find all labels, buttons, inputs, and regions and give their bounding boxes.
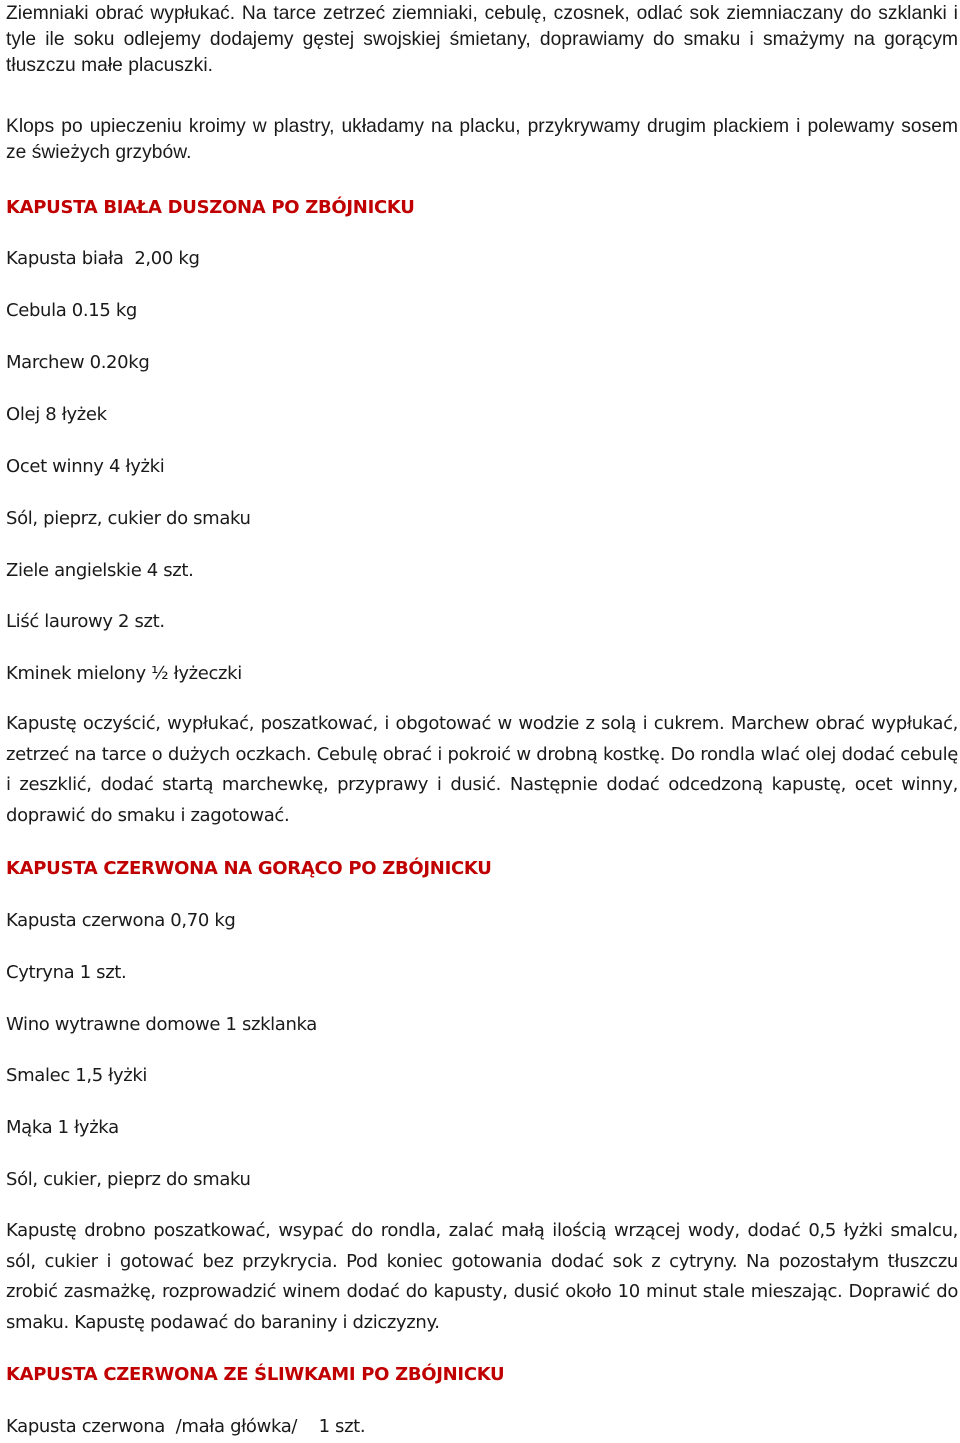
intro-paragraph: Ziemniaki obrać wypłukać. Na tarce zetrzeć ziemniaki, cebulę, czosnek, odlać sok ziemniaczany do szklanki i tyle ile soku odlejemy dodajemy gęstej swojskiej śmietany, doprawiamy do smaku i smażymy na gorącym tłuszczu małe placuszki.	[6, 3, 958, 76]
recipe-instructions-kapusta-biala: Kapustę oczyścić, wypłukać, poszatkować, i obgotować w wodzie z solą i cukrem. Marchew obrać wypłukać, zetrzeć na tarce o dużych oczkach. Cebulę obrać i pokroić w drobną kostkę. Do rondla wlać olej dodać cebulę i zeszklić, dodać startą marchewkę, przyprawy i dusić. Następnie dodać odcedzoną kapustę, ocet winny, doprawić do smaku i zagotować.	[6, 713, 958, 826]
recipe-title-kapusta-czerwona-sliwki: KAPUSTA CZERWONA ZE ŚLIWKAMI PO ZBÓJNICKU	[6, 1364, 505, 1385]
ingredient-item: Mąka 1 łyżka	[6, 1117, 119, 1138]
recipe-instructions-kapusta-czerwona-goraco: Kapustę drobno poszatkować, wsypać do rondla, zalać małą ilością wrzącej wody, dodać 0,5 łyżki smalcu, sól, cukier i gotować bez przykrycia. Pod koniec gotowania dodać sok z cytryny. Na pozostałym tłuszczu zrobić zasmażkę, rozprowadzić winem dodać do kapusty, dusić około 10 minut stale mieszając. Doprawić do smaku. Kapustę podawać do baraniny i dziczyzny.	[6, 1220, 958, 1333]
ingredient-item: Wino wytrawne domowe 1 szklanka	[6, 1014, 317, 1035]
ingredient-item: Marchew 0.20kg	[6, 352, 150, 373]
ingredient-item: Kapusta biała 2,00 kg	[6, 248, 200, 269]
ingredient-item: Sól, pieprz, cukier do smaku	[6, 508, 251, 529]
ingredient-item: Cebula 0.15 kg	[6, 300, 137, 321]
ingredient-item: Kminek mielony ½ łyżeczki	[6, 663, 242, 684]
ingredient-item: Olej 8 łyżek	[6, 404, 107, 425]
ingredient-item: Sól, cukier, pieprz do smaku	[6, 1169, 251, 1190]
ingredient-item: Smalec 1,5 łyżki	[6, 1065, 148, 1086]
ingredient-item: Ocet winny 4 łyżki	[6, 456, 165, 477]
ingredient-item: Kapusta czerwona /mała główka/ 1 szt.	[6, 1416, 366, 1437]
recipe-title-kapusta-biala: KAPUSTA BIAŁA DUSZONA PO ZBÓJNICKU	[6, 197, 415, 218]
ingredient-item: Liść laurowy 2 szt.	[6, 611, 165, 632]
klops-paragraph: Klops po upieczeniu kroimy w plastry, układamy na placku, przykrywamy drugim plackiem i polewamy sosem ze świeżych grzybów.	[6, 116, 958, 163]
ingredient-item: Cytryna 1 szt.	[6, 962, 127, 983]
ingredient-item: Kapusta czerwona 0,70 kg	[6, 910, 236, 931]
recipe-title-kapusta-czerwona-goraco: KAPUSTA CZERWONA NA GORĄCO PO ZBÓJNICKU	[6, 858, 492, 879]
ingredient-item: Ziele angielskie 4 szt.	[6, 560, 194, 581]
